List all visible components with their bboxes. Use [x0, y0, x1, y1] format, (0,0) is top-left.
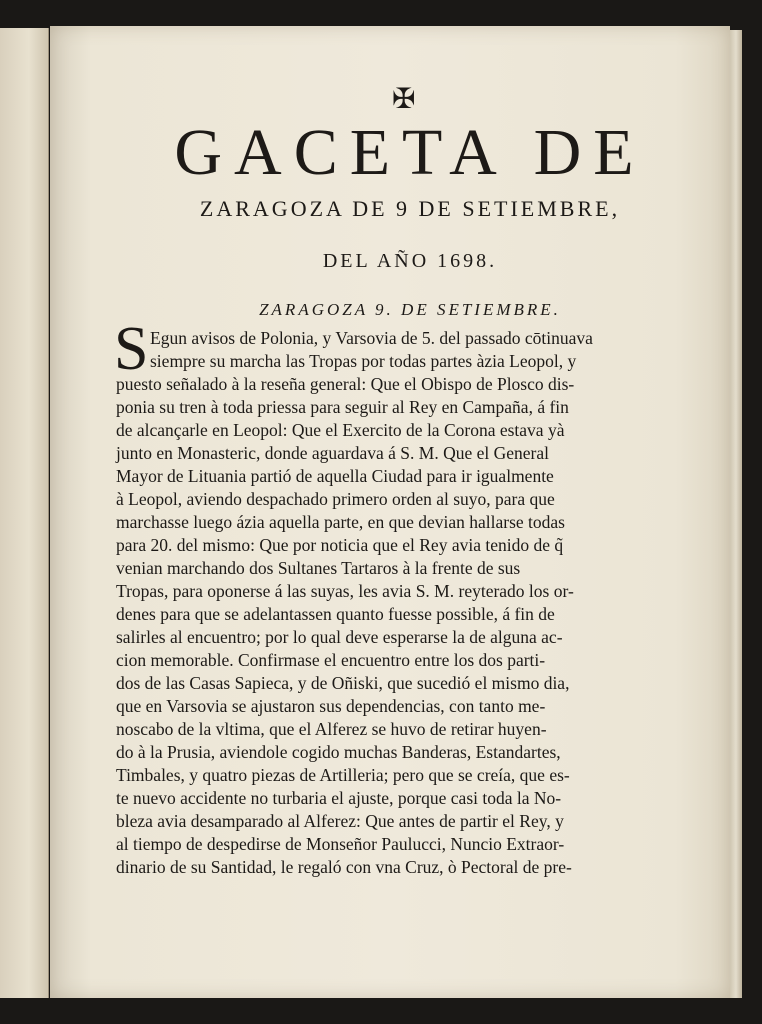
text-line: à Leopol, aviendo despachado primero orden al suyo, para que	[116, 489, 555, 509]
gazette-year: DEL AÑO 1698.	[322, 250, 498, 272]
text-line: junto en Monasteric, donde aguardava á S. M. Que el General	[116, 443, 549, 463]
text-line: dos de las Casas Sapieca, y de Oñiski, que sucedió el mismo dia,	[116, 673, 570, 693]
text-line: que en Varsovia se ajustaron sus dependencias, con tanto me-	[116, 696, 546, 716]
gazette-title: GACETA DE	[174, 116, 646, 189]
text-line: siempre su marcha las Tropas por todas partes àzia Leopol, y	[150, 351, 577, 371]
left-page-edge	[0, 28, 49, 998]
text-line: salirles al encuentro; por lo qual deve esperarse la de alguna ac-	[116, 627, 563, 647]
cross-ornament-icon: ✠	[392, 82, 416, 115]
text-line: de alcançarle en Leopol: Que el Exercito de la Corona estava yà	[116, 420, 565, 440]
text-line: marchasse luego ázia aquella parte, en que devian hallarse todas	[116, 512, 565, 532]
text-line: para 20. del mismo: Que por noticia que el Rey avia tenido de q̃	[116, 535, 564, 555]
text-line: Timbales, y quatro piezas de Artilleria; pero que se creía, que es-	[116, 765, 570, 785]
drop-cap: S	[114, 315, 149, 383]
text-line: venian marchando dos Sultanes Tartaros à la frente de sus	[116, 558, 521, 578]
text-line: te nuevo accidente no turbaria el ajuste, porque casi toda la No-	[116, 788, 562, 808]
gazette-subtitle: ZARAGOZA DE 9 DE SETIEMBRE,	[199, 196, 621, 221]
text-line: puesto señalado à la reseña general: Que el Obispo de Plosco dis-	[116, 374, 575, 394]
text-line: al tiempo de despedirse de Monseñor Paulucci, Nuncio Extraor-	[116, 834, 565, 854]
text-line: ponia su tren à toda priessa para seguir al Rey en Campaña, á fin	[116, 397, 569, 417]
text-line: cion memorable. Confirmase el encuentro entre los dos parti-	[116, 650, 546, 670]
text-line: bleza avia desamparado al Alferez: Que antes de partir el Rey, y	[116, 811, 564, 831]
right-page-edge	[730, 30, 742, 998]
text-line: Tropas, para oponerse á las suyas, les avia S. M. reyterado los or-	[116, 581, 574, 601]
text-line: denes para que se adelantassen quanto fuesse possible, á fin de	[116, 604, 555, 624]
text-line: Egun avisos de Polonia, y Varsovia de 5. del passado cōtinuava	[150, 328, 593, 348]
text-line: Mayor de Lituania partió de aquella Ciudad para ir igualmente	[116, 466, 554, 486]
text-line: noscabo de la vltima, que el Alferez se huvo de retirar huyen-	[116, 719, 547, 739]
article-dateline: ZARAGOZA 9. DE SETIEMBRE.	[259, 300, 561, 319]
text-line: dinario de su Santidad, le regaló con vna Cruz, ò Pectoral de pre-	[116, 857, 572, 877]
text-line: do à la Prusia, aviendole cogido muchas Banderas, Estandartes,	[116, 742, 561, 762]
